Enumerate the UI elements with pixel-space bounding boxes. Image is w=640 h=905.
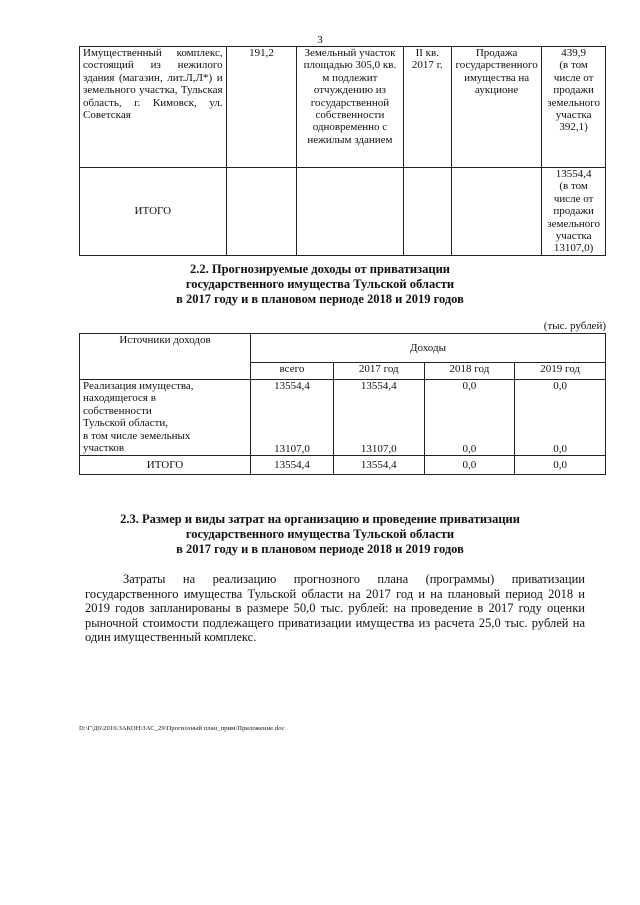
column-header-2017: 2017 год — [333, 363, 424, 380]
table-row — [80, 47, 606, 168]
column-header-income: Доходы — [251, 334, 606, 363]
privatization-method: Продажа государственного имущества на аукционе — [452, 47, 542, 168]
total-value-all: 13554,4 — [251, 456, 334, 475]
property-name: Имущественный комплекс, состоящий из нежилого здания (магазин, лит.Л,Л*) и земельного участка, Тульская область, г. Кимовск, ул. Советская — [80, 47, 227, 168]
section-2-2-title: 2.2. Прогнозируемые доходы от приватизации государственного имущества Тульской области в 2017 году и в плановом периоде 2018 и 2019 годов — [176, 262, 464, 306]
total-income: 13554,4 (в том числе от продажи земельного участка 13107,0) — [542, 168, 606, 256]
value-2017: 13554,4 13107,0 — [333, 380, 424, 456]
section-2-3-title: 2.3. Размер и виды затрат на организацию и проведение приватизации государственного имущества Тульской области в 2017 году и в плановом периоде 2018 и 2019 годов — [120, 512, 520, 556]
column-header-source: Источники доходов — [80, 334, 251, 380]
table-row-total — [80, 456, 606, 475]
value-total: 13554,4 13107,0 — [251, 380, 334, 456]
total-value-2018: 0,0 — [424, 456, 515, 475]
expected-income: 439,9 (в том числе от продажи земельного участка 392,1) — [542, 47, 606, 168]
file-path-footer: D:\Г\Д6\2016\ЗАКОН\ЗАС_29\Прогнозный план_прим\Приложение.doc — [79, 725, 285, 732]
unit-label: (тыс. рублей) — [543, 320, 606, 332]
column-header-total: всего — [251, 363, 334, 380]
column-header-2018: 2018 год — [424, 363, 515, 380]
income-source: Реализация имущества, находящегося в собственности Тульской области, в том числе земельных участков — [80, 380, 251, 456]
property-table — [79, 46, 606, 256]
privatization-term: II кв. 2017 г. — [403, 47, 452, 168]
total-label: ИТОГО — [80, 456, 251, 475]
table-row-total — [80, 168, 606, 256]
total-value-2017: 13554,4 — [333, 456, 424, 475]
value-2019: 0,0 0,0 — [515, 380, 606, 456]
table-row — [80, 380, 606, 456]
total-value-2019: 0,0 — [515, 456, 606, 475]
property-description: Земельный участок площадью 305,0 кв. м подлежит отчуждению из государственной собственности одновременно с нежилым зданием — [297, 47, 403, 168]
income-table — [79, 333, 606, 475]
property-area: 191,2 — [226, 47, 297, 168]
value-2018: 0,0 0,0 — [424, 380, 515, 456]
column-header-2019: 2019 год — [515, 363, 606, 380]
table-header-row — [80, 334, 606, 363]
total-label: ИТОГО — [80, 168, 227, 256]
costs-paragraph: Затраты на реализацию прогнозного плана (программы) приватизации государственного имущества Тульской области на 2017 год и на плановый период 2018 и 2019 годов запланированы в размере 50,0 тыс. рублей: на проведение в 2017 году оценки рыночной стоимости подлежащего приватизации имущества из расчета 25,0 тыс. рублей на один имущественный комплекс. — [85, 572, 585, 644]
page-number: 3 — [317, 34, 323, 46]
